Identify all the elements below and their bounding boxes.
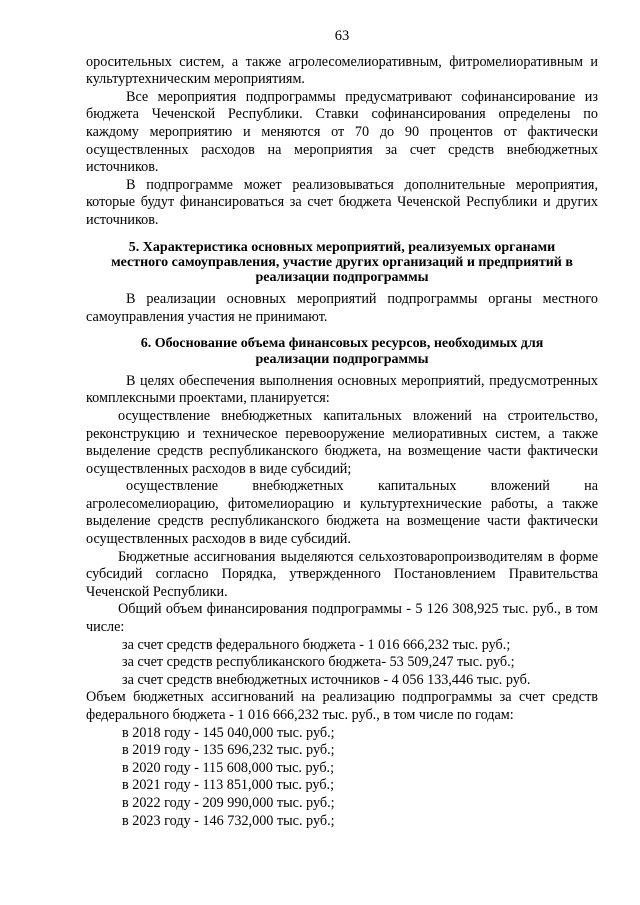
funding-source-item: за счет средств федерального бюджета - 1 016 666,232 тыс. руб.;: [122, 636, 511, 653]
section-6-measure-1: осуществление внебюджетных капитальных вложений на строительство, реконструкцию и техническое перевооружение мелиоративных систем, а также выделение средств республиканского бюджета, на возмещение части фактически осуществленных расходов в виде субсидий;: [86, 407, 598, 477]
paragraph-cofinancing: Все мероприятия подпрограммы предусматривают софинансирование из бюджета Чеченской Республики. Ставки софинансирования определены по каждому мероприятию и меняются от 70 до 90 процентов от фактически осуществленных расходов на мероприятия за счет средств внебюджетных источников.: [86, 88, 598, 176]
year-funding-item: в 2019 году - 135 696,232 тыс. руб.;: [122, 742, 335, 759]
section-5-heading: [86, 240, 598, 286]
funding-source-item: за счет средств республиканского бюджета- 53 509,247 тыс. руб.;: [122, 654, 515, 671]
section-6-measure-2: осуществление внебюджетных капитальных вложений на агролесомелиорацию, фитомелиорацию и культуртехнические работы, а также выделение средств республиканского бюджета на возмещение части фактически осуществленных расходов в виде субсидий.: [86, 478, 598, 548]
section-6-total: Общий объем финансирования подпрограммы - 5 126 308,925 тыс. руб., в том числе:: [86, 601, 598, 636]
section-5-text: В реализации основных мероприятий подпрограммы органы местного самоуправления участия не принимают.: [86, 291, 598, 325]
section-5-heading-line: 5. Характеристика основных мероприятий, реализуемых органами: [128, 239, 556, 255]
section-5-heading-line: реализации подпрограммы: [255, 269, 429, 285]
paragraph-continuation: оросительных систем, а также агролесомелиоративным, фитромелиоративным и культуртехническим мероприятиям.: [86, 53, 598, 88]
funding-source-item: за счет средств внебюджетных источников - 4 056 133,446 тыс. руб.: [122, 671, 531, 688]
section-6-intro: В целях обеспечения выполнения основных мероприятий, предусмотренных комплексными проектами, планируется:: [86, 372, 598, 407]
year-funding-item: в 2021 году - 113 851,000 тыс. руб.;: [122, 777, 335, 794]
paragraph-additional-measures: В подпрограмме может реализовываться дополнительные мероприятия, которые будут финансироваться за счет бюджета Чеченской Республики и других источников.: [86, 176, 598, 228]
section-6-heading: [86, 336, 598, 366]
year-funding-item: в 2023 году - 146 732,000 тыс. руб.;: [122, 812, 335, 829]
section-6-allocations: Бюджетные ассигнования выделяются сельхозтоваропроизводителям в форме субсидий согласно Порядка, утвержденного Постановлением Правительства Чеченской Республики.: [86, 548, 598, 600]
section-6-heading-line: реализации подпрограммы: [255, 351, 429, 367]
section-5-heading-line: местного самоуправления, участие других организаций и предприятий в: [111, 254, 573, 270]
page-number: 63: [334, 28, 350, 44]
year-funding-item: в 2022 году - 209 990,000 тыс. руб.;: [122, 794, 335, 811]
year-funding-item: в 2020 году - 115 608,000 тыс. руб.;: [122, 759, 335, 776]
document-page: [86, 28, 598, 830]
year-funding-item: в 2018 году - 145 040,000 тыс. руб.;: [122, 724, 335, 741]
federal-funding-intro: Объем бюджетных ассигнований на реализацию подпрограммы за счет средств федерального бюджета - 1 016 666,232 тыс. руб., в том числе по годам:: [86, 689, 598, 724]
section-6-heading-line: 6. Обоснование объема финансовых ресурсов, необходимых для: [140, 336, 544, 352]
